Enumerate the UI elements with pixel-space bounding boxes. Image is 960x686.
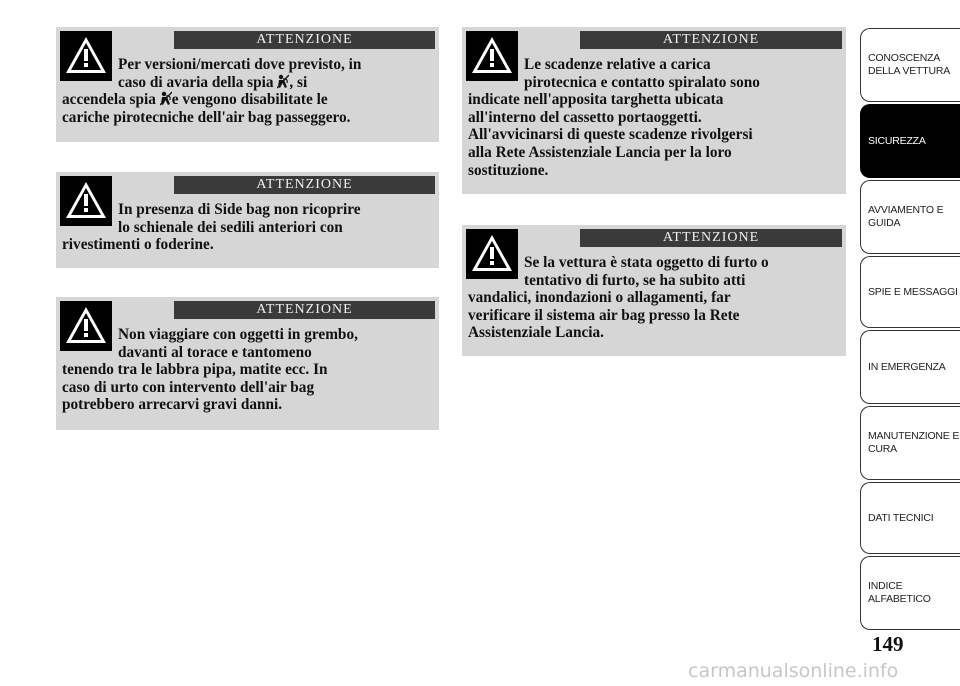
warning-box-4 [462, 27, 846, 194]
warning-header: ATTENZIONE [174, 301, 435, 319]
tab-dati-tecnici[interactable]: DATI TECNICI [860, 482, 960, 554]
airbag-off-lamp-icon [160, 91, 172, 106]
tab-manutenzione-e-cura[interactable]: MANUTENZIONE E CURA [860, 406, 960, 480]
warning-text: Per versioni/mercati dove previsto, in caso di avaria della spia , si accendela spia e vengono disabilitate le cariche pirotecniche dell'air bag passeggero. [62, 56, 362, 126]
warning-text: Le scadenze relative a carica pirotecnica e contatto spiralato sono indicate nell'apposita targhetta ubicata all'interno del cassetto portaoggetti. All'avvicinarsi di queste scadenze rivolgersi alla Rete Assistenziale Lancia per la loro sostituzione. [468, 56, 760, 179]
warning-text: Non viaggiare con oggetti in grembo, davanti al torace e tantomeno tenendo tra le labbra pipa, matite ecc. In caso di urto con intervento dell'air bag potrebbero arrecarvi gravi danni. [62, 326, 358, 414]
tab-indice-alfabetico[interactable]: INDICE ALFABETICO [860, 556, 960, 630]
tab-spie-e-messaggi[interactable]: SPIE E MESSAGGI [860, 256, 960, 328]
tab-in-emergenza[interactable]: IN EMERGENZA [860, 330, 960, 404]
warning-header: ATTENZIONE [174, 176, 435, 194]
tab-sicurezza[interactable]: SICUREZZA [860, 104, 960, 178]
page-number: 149 [872, 632, 904, 656]
warning-header: ATTENZIONE [580, 31, 842, 49]
watermark: carmanualsonline.info [688, 660, 899, 682]
warning-box-3 [56, 297, 439, 430]
warning-box-2 [56, 172, 439, 268]
warning-box-1 [56, 27, 439, 142]
airbag-off-lamp-icon [277, 74, 289, 89]
warning-text: In presenza di Side bag non ricoprire lo schienale dei sedili anteriori con rivestimenti o foderine. [62, 201, 361, 254]
warning-header: ATTENZIONE [174, 31, 435, 49]
warning-text: Se la vettura è stata oggetto di furto o tentativo di furto, se ha subito atti vandalici, inondazioni o allagamenti, far verificare il sistema air bag presso la Rete Assistenziale Lancia. [468, 254, 769, 342]
tab-conoscenza-della-vettura[interactable]: CONOSCENZA DELLA VETTURA [860, 28, 960, 102]
warning-header: ATTENZIONE [580, 229, 842, 247]
warning-box-5 [462, 225, 846, 356]
tab-avviamento-e-guida[interactable]: AVVIAMENTO E GUIDA [860, 180, 960, 254]
